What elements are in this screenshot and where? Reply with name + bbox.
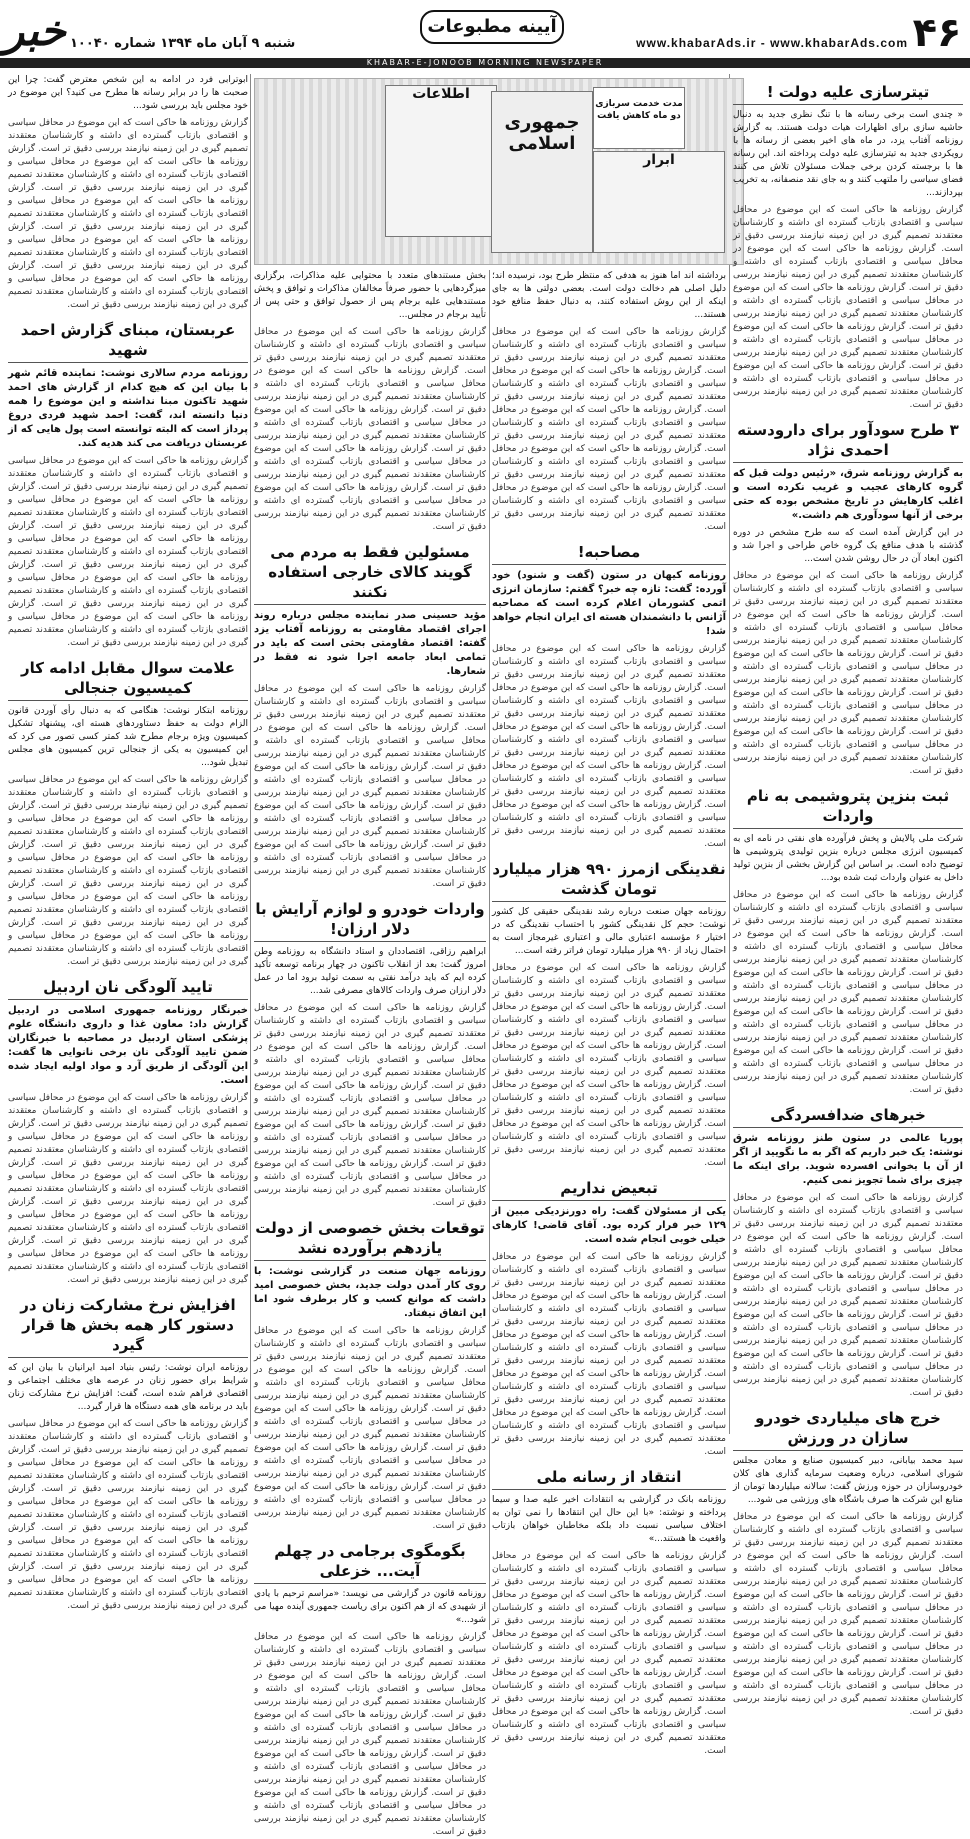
article-headline: مصاحبه! <box>492 540 726 565</box>
article-headline: خرج های میلیاردی خودرو سازان در ورزش <box>733 1406 963 1451</box>
article-continuation: گزارش روزنامه ها حاکی است که این موضوع در محافل سیاسی و اقتصادی بازتاب گسترده ای داشته و کارشناسان معتقدند تصمیم گیری در این زمینه نیازمند بررسی دقیق تر است. گزارش روزنامه ها حاکی است که این موضوع در محافل سیاسی و اقتصادی بازتاب گسترده ای داشته و کارشناسان معتقدند تصمیم گیری در این زمینه نیازمند بررسی دقیق تر است. گزارش روزنامه ها حاکی است که این موضوع در محافل سیاسی و اقتصادی بازتاب گسترده ای داشته و کارشناسان معتقدند تصمیم گیری در این زمینه نیازمند بررسی دقیق تر است. گزارش روزنامه ها حاکی است که این موضوع در محافل سیاسی و اقتصادی بازتاب گسترده ای داشته و کارشناسان معتقدند تصمیم گیری در این زمینه نیازمند بررسی دقیق تر است. گزارش روزنامه ها حاکی است که این موضوع در محافل سیاسی و اقتصادی بازتاب گسترده ای داشته و کارشناسان معتقدند تصمیم گیری در این زمینه نیازمند بررسی دقیق تر است. <box>8 456 248 648</box>
article-body: شرکت ملی پالایش و پخش فرآورده های نفتی در نامه ای به کمیسیون انرژی مجلس درباره بنزین تولیدی پتروشیمی ها توضیح داده است. بر اساس این گزارش بخشی از بنزین تولید داخل به عنوان واردات ثبت شده بود... <box>733 834 963 883</box>
paper-headline-box <box>593 87 685 149</box>
column-4 <box>8 74 248 1611</box>
column-1 <box>733 74 963 1717</box>
article-continuation: گزارش روزنامه ها حاکی است که این موضوع در محافل سیاسی و اقتصادی بازتاب گسترده ای داشته و کارشناسان معتقدند تصمیم گیری در این زمینه نیازمند بررسی دقیق تر است. گزارش روزنامه ها حاکی است که این موضوع در محافل سیاسی و اقتصادی بازتاب گسترده ای داشته و کارشناسان معتقدند تصمیم گیری در این زمینه نیازمند بررسی دقیق تر است. گزارش روزنامه ها حاکی است که این موضوع در محافل سیاسی و اقتصادی بازتاب گسترده ای داشته و کارشناسان معتقدند تصمیم گیری در این زمینه نیازمند بررسی دقیق تر است. گزارش روزنامه ها حاکی است که این موضوع در محافل سیاسی و اقتصادی بازتاب گسترده ای داشته و کارشناسان معتقدند تصمیم گیری در این زمینه نیازمند بررسی دقیق تر است. گزارش روزنامه ها حاکی است که این موضوع در محافل سیاسی و اقتصادی بازتاب گسترده ای داشته و کارشناسان معتقدند تصمیم گیری در این زمینه نیازمند بررسی دقیق تر است. <box>8 1093 248 1285</box>
article-lead: پوریا عالمی در ستون طنز روزنامه شرق نوشته: یک خبر داریم که اگر به ما نگویید از اگر از آن با یخوانی افسرده شوید. برای اینکه ما چیزی برای شما تجویز نمی کنیم. <box>733 1133 963 1186</box>
article-headline: ۳ طرح سودآور برای دارودسته احمدی نژاد <box>733 418 963 463</box>
article-headline: توقعات بخش خصوصی از دولت یازدهم برآورده نشد <box>254 1216 486 1261</box>
article-continuation: گزارش روزنامه ها حاکی است که این موضوع در محافل سیاسی و اقتصادی بازتاب گسترده ای داشته و کارشناسان معتقدند تصمیم گیری در این زمینه نیازمند بررسی دقیق تر است. گزارش روزنامه ها حاکی است که این موضوع در محافل سیاسی و اقتصادی بازتاب گسترده ای داشته و کارشناسان معتقدند تصمیم گیری در این زمینه نیازمند بررسی دقیق تر است. گزارش روزنامه ها حاکی است که این موضوع در محافل سیاسی و اقتصادی بازتاب گسترده ای داشته و کارشناسان معتقدند تصمیم گیری در این زمینه نیازمند بررسی دقیق تر است. گزارش روزنامه ها حاکی است که این موضوع در محافل سیاسی و اقتصادی بازتاب گسترده ای داشته و کارشناسان معتقدند تصمیم گیری در این زمینه نیازمند بررسی دقیق تر است. گزارش روزنامه ها حاکی است که این موضوع در محافل سیاسی و اقتصادی بازتاب گسترده ای داشته و کارشناسان معتقدند تصمیم گیری در این زمینه نیازمند بررسی دقیق تر است. <box>254 684 486 889</box>
article-continuation: گزارش روزنامه ها حاکی است که این موضوع در محافل سیاسی و اقتصادی بازتاب گسترده ای داشته و کارشناسان معتقدند تصمیم گیری در این زمینه نیازمند بررسی دقیق تر است. گزارش روزنامه ها حاکی است که این موضوع در محافل سیاسی و اقتصادی بازتاب گسترده ای داشته و کارشناسان معتقدند تصمیم گیری در این زمینه نیازمند بررسی دقیق تر است. گزارش روزنامه ها حاکی است که این موضوع در محافل سیاسی و اقتصادی بازتاب گسترده ای داشته و کارشناسان معتقدند تصمیم گیری در این زمینه نیازمند بررسی دقیق تر است. گزارش روزنامه ها حاکی است که این موضوع در محافل سیاسی و اقتصادی بازتاب گسترده ای داشته و کارشناسان معتقدند تصمیم گیری در این زمینه نیازمند بررسی دقیق تر است. گزارش روزنامه ها حاکی است که این موضوع در محافل سیاسی و اقتصادی بازتاب گسترده ای داشته و کارشناسان معتقدند تصمیم گیری در این زمینه نیازمند بررسی دقیق تر است. <box>254 327 486 532</box>
article-body: بخش مستندهای متعدد با محتوایی علیه مذاکرات، برگزاری میزگردهایی با حضور صرفاً مخالفان مذاکرات و توافق و پخش مستندهایی علیه برجام پس از حصول توافق و حتی پس از تأیید برجام در مجلس... <box>254 271 486 320</box>
paper-front-page <box>593 151 725 253</box>
column-rule <box>729 74 730 1434</box>
article-continuation: گزارش روزنامه ها حاکی است که این موضوع در محافل سیاسی و اقتصادی بازتاب گسترده ای داشته و کارشناسان معتقدند تصمیم گیری در این زمینه نیازمند بررسی دقیق تر است. گزارش روزنامه ها حاکی است که این موضوع در محافل سیاسی و اقتصادی بازتاب گسترده ای داشته و کارشناسان معتقدند تصمیم گیری در این زمینه نیازمند بررسی دقیق تر است. گزارش روزنامه ها حاکی است که این موضوع در محافل سیاسی و اقتصادی بازتاب گسترده ای داشته و کارشناسان معتقدند تصمیم گیری در این زمینه نیازمند بررسی دقیق تر است. گزارش روزنامه ها حاکی است که این موضوع در محافل سیاسی و اقتصادی بازتاب گسترده ای داشته و کارشناسان معتقدند تصمیم گیری در این زمینه نیازمند بررسی دقیق تر است. گزارش روزنامه ها حاکی است که این موضوع در محافل سیاسی و اقتصادی بازتاب گسترده ای داشته و کارشناسان معتقدند تصمیم گیری در این زمینه نیازمند بررسی دقیق تر است. <box>733 571 963 776</box>
paper-name: ابرار <box>643 152 675 168</box>
newspaper-collage-photo <box>254 78 744 265</box>
article-headline: علامت سوال مقابل ادامه کار کمیسیون جنجالی <box>8 656 248 701</box>
paper-front-page <box>385 85 497 237</box>
article-headline: بگومگوی برجامی در چهلم آیت... خزعلی <box>254 1539 486 1584</box>
article-lead: خبرنگار روزنامه جمهوری اسلامی در اردبیل گزارش داد: معاون غذا و داروی دانشگاه علوم پزشکی استان اردبیل در مصاحبه با خبرنگاران ضمن تایید آلودگی نان برخی نانوایی ها گفت: این آلودگی از طریق آرد و مواد اولیه ایجاد شده است. <box>8 1005 248 1086</box>
section-title: آیینه مطبوعات <box>420 10 564 44</box>
column-2 <box>492 270 726 1756</box>
paper-headline: مدت خدمت سربازی دو ماه کاهش یافت <box>595 99 683 121</box>
article-continuation: گزارش روزنامه ها حاکی است که این موضوع در محافل سیاسی و اقتصادی بازتاب گسترده ای داشته و کارشناسان معتقدند تصمیم گیری در این زمینه نیازمند بررسی دقیق تر است. گزارش روزنامه ها حاکی است که این موضوع در محافل سیاسی و اقتصادی بازتاب گسترده ای داشته و کارشناسان معتقدند تصمیم گیری در این زمینه نیازمند بررسی دقیق تر است. گزارش روزنامه ها حاکی است که این موضوع در محافل سیاسی و اقتصادی بازتاب گسترده ای داشته و کارشناسان معتقدند تصمیم گیری در این زمینه نیازمند بررسی دقیق تر است. گزارش روزنامه ها حاکی است که این موضوع در محافل سیاسی و اقتصادی بازتاب گسترده ای داشته و کارشناسان معتقدند تصمیم گیری در این زمینه نیازمند بررسی دقیق تر است. گزارش روزنامه ها حاکی است که این موضوع در محافل سیاسی و اقتصادی بازتاب گسترده ای داشته و کارشناسان معتقدند تصمیم گیری در این زمینه نیازمند بررسی دقیق تر است. <box>733 1512 963 1717</box>
article-body: در این گزارش آمده است که سه طرح مشخص در دوره گذشته با هدف منافع یک گروه خاص طراحی و اجرا شد و اکنون ابعاد آن در حال روشن شدن است... <box>733 528 963 564</box>
article-headline: خبرهای ضدافسردگی <box>733 1103 963 1128</box>
article-headline: واردات خودرو و لوازم آرایش با دلار ارزان! <box>254 897 486 942</box>
article-body: روزنامه ایران نوشت: رئیس بنیاد امید ایرانیان با بیان این که شرایط برای حضور زنان در عرصه های مختلف اجتماعی و اقتصادی فراهم شده است، گفت: افزایش نرخ مشارکت زنان باید در برنامه های همه دستگاه ها قرار گیرد... <box>8 1363 248 1412</box>
article-continuation: گزارش روزنامه ها حاکی است که این موضوع در محافل سیاسی و اقتصادی بازتاب گسترده ای داشته و کارشناسان معتقدند تصمیم گیری در این زمینه نیازمند بررسی دقیق تر است. گزارش روزنامه ها حاکی است که این موضوع در محافل سیاسی و اقتصادی بازتاب گسترده ای داشته و کارشناسان معتقدند تصمیم گیری در این زمینه نیازمند بررسی دقیق تر است. گزارش روزنامه ها حاکی است که این موضوع در محافل سیاسی و اقتصادی بازتاب گسترده ای داشته و کارشناسان معتقدند تصمیم گیری در این زمینه نیازمند بررسی دقیق تر است. گزارش روزنامه ها حاکی است که این موضوع در محافل سیاسی و اقتصادی بازتاب گسترده ای داشته و کارشناسان معتقدند تصمیم گیری در این زمینه نیازمند بررسی دقیق تر است. گزارش روزنامه ها حاکی است که این موضوع در محافل سیاسی و اقتصادی بازتاب گسترده ای داشته و کارشناسان معتقدند تصمیم گیری در این زمینه نیازمند بررسی دقیق تر است. <box>492 644 726 849</box>
article-body: روزنامه بانک در گزارشی به انتقادات اخیر علیه صدا و سیما پرداخته و نوشته: «با این حال این انتقادها را نمی توان به اختلاف سیاسی نسبت داد بلکه مخاطبان خواهان بازتاب واقعیت ها هستند...» <box>492 1495 726 1544</box>
article-lead: به گزارش روزنامه شرق، «رئیس دولت قبل که گروه کارهای عجیب و غریب نکرده است و اغلب کارهایش در تاریخ مشخص بوده که حتی برخی از آنها سودآوری هم داشت.» <box>733 468 963 521</box>
column-rule <box>489 270 490 1630</box>
article-body: سید محمد بیابانی، دبیر کمیسیون صنایع و معادن مجلس شورای اسلامی، درباره وضعیت سرمایه گذاری های کلان خودروسازان در حوزه ورزش گفت: سالانه میلیاردها تومان از منابع این شرکت ها صرف باشگاه های ورزشی می شود... <box>733 1456 963 1505</box>
article-continuation: گزارش روزنامه ها حاکی است که این موضوع در محافل سیاسی و اقتصادی بازتاب گسترده ای داشته و کارشناسان معتقدند تصمیم گیری در این زمینه نیازمند بررسی دقیق تر است. گزارش روزنامه ها حاکی است که این موضوع در محافل سیاسی و اقتصادی بازتاب گسترده ای داشته و کارشناسان معتقدند تصمیم گیری در این زمینه نیازمند بررسی دقیق تر است. گزارش روزنامه ها حاکی است که این موضوع در محافل سیاسی و اقتصادی بازتاب گسترده ای داشته و کارشناسان معتقدند تصمیم گیری در این زمینه نیازمند بررسی دقیق تر است. گزارش روزنامه ها حاکی است که این موضوع در محافل سیاسی و اقتصادی بازتاب گسترده ای داشته و کارشناسان معتقدند تصمیم گیری در این زمینه نیازمند بررسی دقیق تر است. گزارش روزنامه ها حاکی است که این موضوع در محافل سیاسی و اقتصادی بازتاب گسترده ای داشته و کارشناسان معتقدند تصمیم گیری در این زمینه نیازمند بررسی دقیق تر است. <box>492 1551 726 1756</box>
article-lead: روزنامه جهان صنعت در گزارشی نوشت: با روی کار آمدن دولت جدید، بخش خصوصی امید داشت که موانع کسب و کار برطرف شود اما این اتفاق نیفتاد. <box>254 1266 486 1319</box>
article-body: روزنامه جهان صنعت درباره رشد نقدینگی حقیقی کل کشور نوشت: حجم کل نقدینگی کشور با احتساب نقدینگی که در اختیار ۶ مؤسسه اعتباری مالی و اعتباری غیرمجاز است به احتمال زیاد از ۹۹۰ هزار میلیارد تومان فراتر رفته است... <box>492 907 726 956</box>
article-body: « چندی است برخی رسانه ها با تنگ نظری جدید به دنبال حاشیه سازی برای اظهارات هیات دولت هستند. به گزارش روزنامه آفتاب یزد، در ماه های اخیر بعضی از رسانه ها با رویکردی جدید به تیترسازی علیه دولت پرداخته اند. این رسانه ها با برجسته کردن برخی جملات مسئولان تلاش می کنند فضای سیاسی را ملتهب کنند و به جای نقد منصفانه، به تخریب بپردازند... <box>733 110 963 198</box>
article-continuation: گزارش روزنامه ها حاکی است که این موضوع در محافل سیاسی و اقتصادی بازتاب گسترده ای داشته و کارشناسان معتقدند تصمیم گیری در این زمینه نیازمند بررسی دقیق تر است. گزارش روزنامه ها حاکی است که این موضوع در محافل سیاسی و اقتصادی بازتاب گسترده ای داشته و کارشناسان معتقدند تصمیم گیری در این زمینه نیازمند بررسی دقیق تر است. گزارش روزنامه ها حاکی است که این موضوع در محافل سیاسی و اقتصادی بازتاب گسترده ای داشته و کارشناسان معتقدند تصمیم گیری در این زمینه نیازمند بررسی دقیق تر است. گزارش روزنامه ها حاکی است که این موضوع در محافل سیاسی و اقتصادی بازتاب گسترده ای داشته و کارشناسان معتقدند تصمیم گیری در این زمینه نیازمند بررسی دقیق تر است. گزارش روزنامه ها حاکی است که این موضوع در محافل سیاسی و اقتصادی بازتاب گسترده ای داشته و کارشناسان معتقدند تصمیم گیری در این زمینه نیازمند بررسی دقیق تر است. <box>733 205 963 410</box>
article-continuation: گزارش روزنامه ها حاکی است که این موضوع در محافل سیاسی و اقتصادی بازتاب گسترده ای داشته و کارشناسان معتقدند تصمیم گیری در این زمینه نیازمند بررسی دقیق تر است. گزارش روزنامه ها حاکی است که این موضوع در محافل سیاسی و اقتصادی بازتاب گسترده ای داشته و کارشناسان معتقدند تصمیم گیری در این زمینه نیازمند بررسی دقیق تر است. گزارش روزنامه ها حاکی است که این موضوع در محافل سیاسی و اقتصادی بازتاب گسترده ای داشته و کارشناسان معتقدند تصمیم گیری در این زمینه نیازمند بررسی دقیق تر است. گزارش روزنامه ها حاکی است که این موضوع در محافل سیاسی و اقتصادی بازتاب گسترده ای داشته و کارشناسان معتقدند تصمیم گیری در این زمینه نیازمند بررسی دقیق تر است. گزارش روزنامه ها حاکی است که این موضوع در محافل سیاسی و اقتصادی بازتاب گسترده ای داشته و کارشناسان معتقدند تصمیم گیری در این زمینه نیازمند بررسی دقیق تر است. <box>254 1632 486 1837</box>
column-3 <box>254 270 486 1837</box>
article-headline: افزایش نرخ مشارکت زنان در دستور کار همه بخش ها قرار گیرد <box>8 1293 248 1358</box>
article-continuation: گزارش روزنامه ها حاکی است که این موضوع در محافل سیاسی و اقتصادی بازتاب گسترده ای داشته و کارشناسان معتقدند تصمیم گیری در این زمینه نیازمند بررسی دقیق تر است. گزارش روزنامه ها حاکی است که این موضوع در محافل سیاسی و اقتصادی بازتاب گسترده ای داشته و کارشناسان معتقدند تصمیم گیری در این زمینه نیازمند بررسی دقیق تر است. گزارش روزنامه ها حاکی است که این موضوع در محافل سیاسی و اقتصادی بازتاب گسترده ای داشته و کارشناسان معتقدند تصمیم گیری در این زمینه نیازمند بررسی دقیق تر است. گزارش روزنامه ها حاکی است که این موضوع در محافل سیاسی و اقتصادی بازتاب گسترده ای داشته و کارشناسان معتقدند تصمیم گیری در این زمینه نیازمند بررسی دقیق تر است. گزارش روزنامه ها حاکی است که این موضوع در محافل سیاسی و اقتصادی بازتاب گسترده ای داشته و کارشناسان معتقدند تصمیم گیری در این زمینه نیازمند بررسی دقیق تر است. <box>8 118 248 310</box>
column-rule <box>250 74 251 1434</box>
article-headline: تیترسازی علیه دولت ! <box>733 80 963 105</box>
article-continuation: گزارش روزنامه ها حاکی است که این موضوع در محافل سیاسی و اقتصادی بازتاب گسترده ای داشته و کارشناسان معتقدند تصمیم گیری در این زمینه نیازمند بررسی دقیق تر است. گزارش روزنامه ها حاکی است که این موضوع در محافل سیاسی و اقتصادی بازتاب گسترده ای داشته و کارشناسان معتقدند تصمیم گیری در این زمینه نیازمند بررسی دقیق تر است. گزارش روزنامه ها حاکی است که این موضوع در محافل سیاسی و اقتصادی بازتاب گسترده ای داشته و کارشناسان معتقدند تصمیم گیری در این زمینه نیازمند بررسی دقیق تر است. گزارش روزنامه ها حاکی است که این موضوع در محافل سیاسی و اقتصادی بازتاب گسترده ای داشته و کارشناسان معتقدند تصمیم گیری در این زمینه نیازمند بررسی دقیق تر است. گزارش روزنامه ها حاکی است که این موضوع در محافل سیاسی و اقتصادی بازتاب گسترده ای داشته و کارشناسان معتقدند تصمیم گیری در این زمینه نیازمند بررسی دقیق تر است. <box>8 1419 248 1611</box>
article-lead: مؤید حسینی صدر نماینده مجلس درباره روند اجرای اقتصاد مقاومتی به روزنامه آفتاب یزد گفته: اقتصاد مقاومتی بحثی است که باید در تمامی ابعاد جامعه اجرا شود نه فقط در شعارها. <box>254 610 486 677</box>
article-continuation: گزارش روزنامه ها حاکی است که این موضوع در محافل سیاسی و اقتصادی بازتاب گسترده ای داشته و کارشناسان معتقدند تصمیم گیری در این زمینه نیازمند بررسی دقیق تر است. گزارش روزنامه ها حاکی است که این موضوع در محافل سیاسی و اقتصادی بازتاب گسترده ای داشته و کارشناسان معتقدند تصمیم گیری در این زمینه نیازمند بررسی دقیق تر است. گزارش روزنامه ها حاکی است که این موضوع در محافل سیاسی و اقتصادی بازتاب گسترده ای داشته و کارشناسان معتقدند تصمیم گیری در این زمینه نیازمند بررسی دقیق تر است. گزارش روزنامه ها حاکی است که این موضوع در محافل سیاسی و اقتصادی بازتاب گسترده ای داشته و کارشناسان معتقدند تصمیم گیری در این زمینه نیازمند بررسی دقیق تر است. گزارش روزنامه ها حاکی است که این موضوع در محافل سیاسی و اقتصادی بازتاب گسترده ای داشته و کارشناسان معتقدند تصمیم گیری در این زمینه نیازمند بررسی دقیق تر است. <box>492 963 726 1168</box>
paper-name: جمهوری اسلامی <box>504 112 580 154</box>
article-continuation: گزارش روزنامه ها حاکی است که این موضوع در محافل سیاسی و اقتصادی بازتاب گسترده ای داشته و کارشناسان معتقدند تصمیم گیری در این زمینه نیازمند بررسی دقیق تر است. گزارش روزنامه ها حاکی است که این موضوع در محافل سیاسی و اقتصادی بازتاب گسترده ای داشته و کارشناسان معتقدند تصمیم گیری در این زمینه نیازمند بررسی دقیق تر است. گزارش روزنامه ها حاکی است که این موضوع در محافل سیاسی و اقتصادی بازتاب گسترده ای داشته و کارشناسان معتقدند تصمیم گیری در این زمینه نیازمند بررسی دقیق تر است. گزارش روزنامه ها حاکی است که این موضوع در محافل سیاسی و اقتصادی بازتاب گسترده ای داشته و کارشناسان معتقدند تصمیم گیری در این زمینه نیازمند بررسی دقیق تر است. گزارش روزنامه ها حاکی است که این موضوع در محافل سیاسی و اقتصادی بازتاب گسترده ای داشته و کارشناسان معتقدند تصمیم گیری در این زمینه نیازمند بررسی دقیق تر است. <box>733 1193 963 1398</box>
article-body: ابراهیم رزاقی، اقتصاددان و استاد دانشگاه به روزنامه وطن امروز گفت: بعد از انقلاب تاکنون در چهار برنامه توسعه تأکید کرده ایم که باید درآمد نفتی به سمت تولید برود اما در عمل دلار ارزان صرف واردات کالاهای مصرفی شد... <box>254 947 486 996</box>
article-lead: روزنامه مردم سالاری نوشت: نماینده قائم شهر با بیان این که هیچ کدام از گزارش های احمد شهید تاکنون مبنا نداشته و این موضوع را همه دنیا دانسته اند، گفت: احمد شهید فردی دروغ پرداز است که البته توانسته است پول هایی که از عربستان دریافت می کند هدیه کند. <box>8 368 248 449</box>
article-continuation: گزارش روزنامه ها حاکی است که این موضوع در محافل سیاسی و اقتصادی بازتاب گسترده ای داشته و کارشناسان معتقدند تصمیم گیری در این زمینه نیازمند بررسی دقیق تر است. گزارش روزنامه ها حاکی است که این موضوع در محافل سیاسی و اقتصادی بازتاب گسترده ای داشته و کارشناسان معتقدند تصمیم گیری در این زمینه نیازمند بررسی دقیق تر است. گزارش روزنامه ها حاکی است که این موضوع در محافل سیاسی و اقتصادی بازتاب گسترده ای داشته و کارشناسان معتقدند تصمیم گیری در این زمینه نیازمند بررسی دقیق تر است. گزارش روزنامه ها حاکی است که این موضوع در محافل سیاسی و اقتصادی بازتاب گسترده ای داشته و کارشناسان معتقدند تصمیم گیری در این زمینه نیازمند بررسی دقیق تر است. گزارش روزنامه ها حاکی است که این موضوع در محافل سیاسی و اقتصادی بازتاب گسترده ای داشته و کارشناسان معتقدند تصمیم گیری در این زمینه نیازمند بررسی دقیق تر است. <box>492 1252 726 1457</box>
paper-name: اطلاعات <box>412 86 470 102</box>
paper-front-page <box>491 91 593 253</box>
article-headline: عربستان، مبنای گزارش احمد شهید <box>8 318 248 363</box>
article-body: ابوترابی فرد در ادامه به این شخص معترض گفت: چرا این صحبت ها را در برابر رسانه ها مطرح می کنید؟ این موضوع در خود مجلس باید بررسی شود... <box>8 75 248 111</box>
article-continuation: گزارش روزنامه ها حاکی است که این موضوع در محافل سیاسی و اقتصادی بازتاب گسترده ای داشته و کارشناسان معتقدند تصمیم گیری در این زمینه نیازمند بررسی دقیق تر است. گزارش روزنامه ها حاکی است که این موضوع در محافل سیاسی و اقتصادی بازتاب گسترده ای داشته و کارشناسان معتقدند تصمیم گیری در این زمینه نیازمند بررسی دقیق تر است. گزارش روزنامه ها حاکی است که این موضوع در محافل سیاسی و اقتصادی بازتاب گسترده ای داشته و کارشناسان معتقدند تصمیم گیری در این زمینه نیازمند بررسی دقیق تر است. گزارش روزنامه ها حاکی است که این موضوع در محافل سیاسی و اقتصادی بازتاب گسترده ای داشته و کارشناسان معتقدند تصمیم گیری در این زمینه نیازمند بررسی دقیق تر است. گزارش روزنامه ها حاکی است که این موضوع در محافل سیاسی و اقتصادی بازتاب گسترده ای داشته و کارشناسان معتقدند تصمیم گیری در این زمینه نیازمند بررسی دقیق تر است. <box>254 1003 486 1208</box>
site-urls[interactable]: www.khabarAds.ir - www.khabarAds.com <box>636 36 908 50</box>
page-number: ۴۶ <box>912 10 962 56</box>
article-headline: نقدینگی ازمرز ۹۹۰ هزار میلیارد تومان گذشت <box>492 857 726 902</box>
article-continuation: گزارش روزنامه ها حاکی است که این موضوع در محافل سیاسی و اقتصادی بازتاب گسترده ای داشته و کارشناسان معتقدند تصمیم گیری در این زمینه نیازمند بررسی دقیق تر است. گزارش روزنامه ها حاکی است که این موضوع در محافل سیاسی و اقتصادی بازتاب گسترده ای داشته و کارشناسان معتقدند تصمیم گیری در این زمینه نیازمند بررسی دقیق تر است. گزارش روزنامه ها حاکی است که این موضوع در محافل سیاسی و اقتصادی بازتاب گسترده ای داشته و کارشناسان معتقدند تصمیم گیری در این زمینه نیازمند بررسی دقیق تر است. گزارش روزنامه ها حاکی است که این موضوع در محافل سیاسی و اقتصادی بازتاب گسترده ای داشته و کارشناسان معتقدند تصمیم گیری در این زمینه نیازمند بررسی دقیق تر است. گزارش روزنامه ها حاکی است که این موضوع در محافل سیاسی و اقتصادی بازتاب گسترده ای داشته و کارشناسان معتقدند تصمیم گیری در این زمینه نیازمند بررسی دقیق تر است. <box>733 890 963 1095</box>
article-headline: انتقاد از رسانه ملی <box>492 1465 726 1490</box>
article-headline: تبعیض نداریم <box>492 1176 726 1201</box>
article-continuation: گزارش روزنامه ها حاکی است که این موضوع در محافل سیاسی و اقتصادی بازتاب گسترده ای داشته و کارشناسان معتقدند تصمیم گیری در این زمینه نیازمند بررسی دقیق تر است. گزارش روزنامه ها حاکی است که این موضوع در محافل سیاسی و اقتصادی بازتاب گسترده ای داشته و کارشناسان معتقدند تصمیم گیری در این زمینه نیازمند بررسی دقیق تر است. گزارش روزنامه ها حاکی است که این موضوع در محافل سیاسی و اقتصادی بازتاب گسترده ای داشته و کارشناسان معتقدند تصمیم گیری در این زمینه نیازمند بررسی دقیق تر است. گزارش روزنامه ها حاکی است که این موضوع در محافل سیاسی و اقتصادی بازتاب گسترده ای داشته و کارشناسان معتقدند تصمیم گیری در این زمینه نیازمند بررسی دقیق تر است. گزارش روزنامه ها حاکی است که این موضوع در محافل سیاسی و اقتصادی بازتاب گسترده ای داشته و کارشناسان معتقدند تصمیم گیری در این زمینه نیازمند بررسی دقیق تر است. <box>492 327 726 532</box>
article-body: برداشته اند اما هنوز به هدفی که منتظر طرح بود، نرسیده اند؛ دلیل اصلی هم دخالت دولت است. بعضی دولتی ها به جای اینکه از این روش استفاده کنند، به دنبال حفظ منافع خود هستند... <box>492 271 726 320</box>
article-continuation: گزارش روزنامه ها حاکی است که این موضوع در محافل سیاسی و اقتصادی بازتاب گسترده ای داشته و کارشناسان معتقدند تصمیم گیری در این زمینه نیازمند بررسی دقیق تر است. گزارش روزنامه ها حاکی است که این موضوع در محافل سیاسی و اقتصادی بازتاب گسترده ای داشته و کارشناسان معتقدند تصمیم گیری در این زمینه نیازمند بررسی دقیق تر است. گزارش روزنامه ها حاکی است که این موضوع در محافل سیاسی و اقتصادی بازتاب گسترده ای داشته و کارشناسان معتقدند تصمیم گیری در این زمینه نیازمند بررسی دقیق تر است. گزارش روزنامه ها حاکی است که این موضوع در محافل سیاسی و اقتصادی بازتاب گسترده ای داشته و کارشناسان معتقدند تصمیم گیری در این زمینه نیازمند بررسی دقیق تر است. گزارش روزنامه ها حاکی است که این موضوع در محافل سیاسی و اقتصادی بازتاب گسترده ای داشته و کارشناسان معتقدند تصمیم گیری در این زمینه نیازمند بررسی دقیق تر است. <box>254 1326 486 1531</box>
masthead <box>0 0 970 74</box>
dateline: شنبه ۹ آبان ماه ۱۳۹۴ شماره ۱۰۰۴۰ <box>70 36 296 51</box>
article-continuation: گزارش روزنامه ها حاکی است که این موضوع در محافل سیاسی و اقتصادی بازتاب گسترده ای داشته و کارشناسان معتقدند تصمیم گیری در این زمینه نیازمند بررسی دقیق تر است. گزارش روزنامه ها حاکی است که این موضوع در محافل سیاسی و اقتصادی بازتاب گسترده ای داشته و کارشناسان معتقدند تصمیم گیری در این زمینه نیازمند بررسی دقیق تر است. گزارش روزنامه ها حاکی است که این موضوع در محافل سیاسی و اقتصادی بازتاب گسترده ای داشته و کارشناسان معتقدند تصمیم گیری در این زمینه نیازمند بررسی دقیق تر است. گزارش روزنامه ها حاکی است که این موضوع در محافل سیاسی و اقتصادی بازتاب گسترده ای داشته و کارشناسان معتقدند تصمیم گیری در این زمینه نیازمند بررسی دقیق تر است. گزارش روزنامه ها حاکی است که این موضوع در محافل سیاسی و اقتصادی بازتاب گسترده ای داشته و کارشناسان معتقدند تصمیم گیری در این زمینه نیازمند بررسی دقیق تر است. <box>8 775 248 967</box>
article-body: روزنامه ابتکار نوشت: هنگامی که به دنبال رأی آوردن قانون الزام دولت به حفظ دستاوردهای هسته ای، پیشنهاد تشکیل کمیسیون ویژه برجام مطرح شد کمتر کسی تصور می کرد که این کمیسیون به یکی از جنجالی ترین کمیسیون های مجلس تبدیل شود... <box>8 706 248 768</box>
article-body: روزنامه قانون در گزارشی می نویسد: «مراسم ترحیم با یادی از شهیدی که از هم اکنون برای ریاست جمهوری آینده مهیا می شود...» <box>254 1589 486 1625</box>
article-headline: ثبت بنزین پتروشیمی به نام واردات <box>733 784 963 829</box>
newspaper-logo: خبر <box>4 6 66 55</box>
article-lead: یکی از مسئولان گفت: راه دورنزدیکی مبین از ۱۲۹ خبر فرار کرده بود. آقای قاضی! کارهای خیلی خوبی انجام شده است. <box>492 1206 726 1245</box>
article-headline: مسئولین فقط به مردم می گویند کالای خارجی استفاده نکنند <box>254 540 486 605</box>
masthead-strip: KHABAR-E-JONOOB MORNING NEWSPAPER <box>0 58 970 68</box>
article-headline: تایید آلودگی نان اردبیل <box>8 975 248 1000</box>
article-lead: روزنامه کیهان در ستون (گفت و شنود) خود آورده: گفت: تازه چه خبر؟ گفتم: سازمان انرژی اتمی کشورمان اعلام کرده است که مصاحبه آژانس با دانشمندان هسته ای ایران انجام خواهد شد! <box>492 570 726 637</box>
